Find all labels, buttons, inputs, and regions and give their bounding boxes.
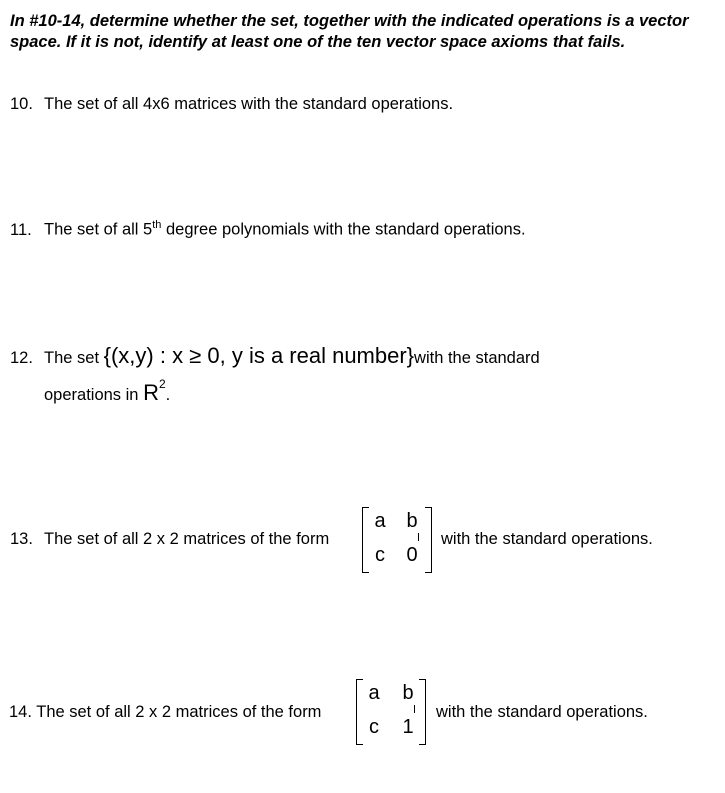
right-bracket [425,507,432,573]
matrix-cell-d: 0 [406,544,418,566]
problem-text: The set of all 2 x 2 matrices of the form [44,530,330,548]
period: . [165,386,171,404]
problem-text: The set of all 2 x 2 matrices of the form [36,703,322,721]
matrix-cell-a: a [374,510,386,532]
problem-12 [10,343,540,369]
problem-10 [10,95,453,114]
problem-text: The set of all 5 [44,220,153,239]
left-bracket [356,679,363,745]
set-expression: {(x,y) : x ≥ 0, y is a real number} [103,343,415,368]
right-bracket [419,679,426,745]
matrix-cell-c: c [369,716,379,738]
matrix-cell-a: a [368,682,380,704]
problem-number: 11. [10,220,32,239]
matrix-14 [356,679,426,745]
problem-number: 13. [10,530,33,548]
problem-14-trail: with the standard operations. [436,703,648,721]
problem-number: 12. [10,349,33,367]
problem-number: 10. [10,95,33,113]
instructions: In #10-14, determine whether the set, together with the indicated operations is a vector space. If it is not, identify at least one of the ten vector space axioms that fails. [10,12,689,51]
problem-11 [10,219,526,240]
matrix-cell-b: b [406,510,418,532]
problem-13 [10,530,329,549]
tick-mark [414,705,415,713]
matrix-cell-d: 1 [402,716,414,738]
matrix-cell-b: b [402,682,414,704]
problem-text-cont: with the standard [414,349,540,367]
problem-text: operations in [44,386,144,404]
problem-text-cont: degree polynomials with the standard operations. [161,220,526,239]
matrix-cell-c: c [375,544,385,566]
matrix-13 [362,507,432,573]
ordinal-superscript: th [152,219,162,231]
problem-14 [9,703,321,722]
problem-text: The set of all 4x6 matrices with the standard operations. [44,95,454,113]
problem-text: The set [44,349,104,367]
space-superscript: 2 [158,377,166,391]
space-symbol: R [143,380,159,405]
problem-12-line2 [44,377,170,406]
tick-mark [418,533,419,541]
problem-number: 14. [9,703,32,721]
problem-13-trail: with the standard operations. [441,530,653,548]
left-bracket [362,507,369,573]
